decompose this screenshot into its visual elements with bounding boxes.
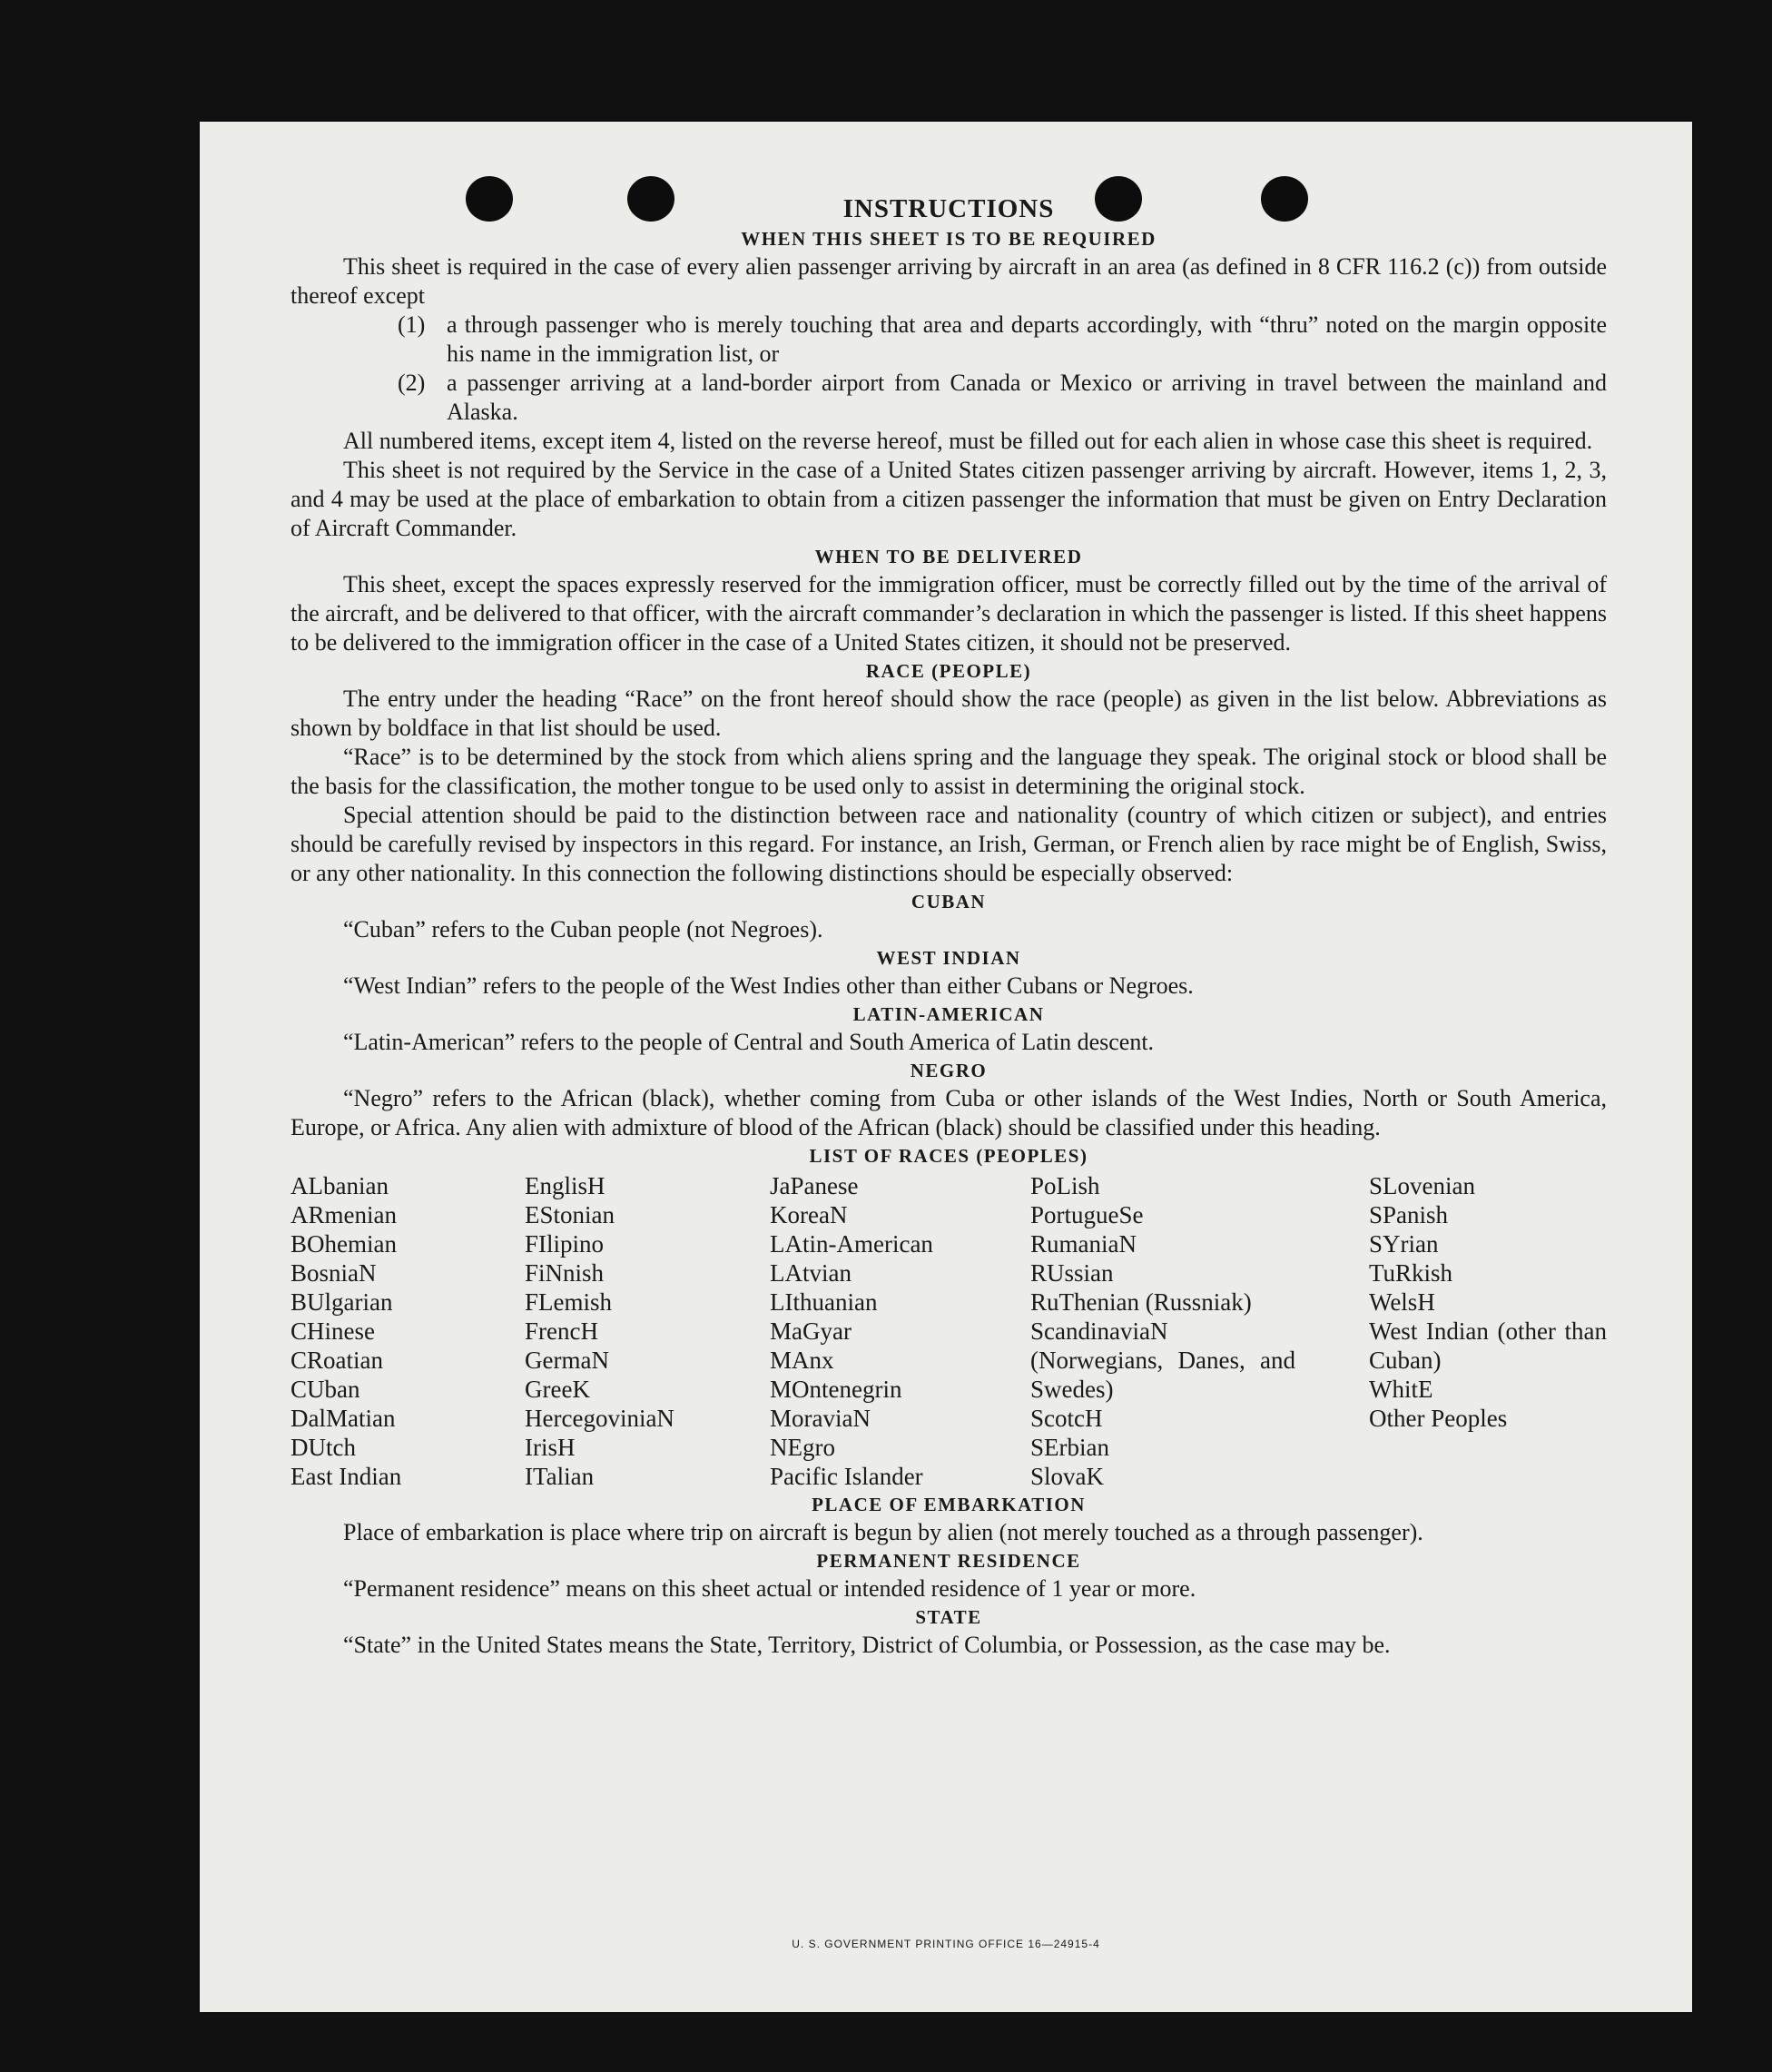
race-entry: ITalian [525, 1463, 595, 1490]
printer-imprint: U. S. GOVERNMENT PRINTING OFFICE 16—24915-4 [792, 1938, 1100, 1950]
race-entry: FrencH [525, 1317, 598, 1345]
race-entry: IrisH [525, 1434, 576, 1461]
race-entry: FIlipino [525, 1230, 605, 1258]
race-entry: PortugueSe [1030, 1201, 1144, 1228]
paragraph: “Race” is to be determined by the stock from which aliens spring and the language they speak. The original stock or blood shall be the basis for the classification, the mother tongue to be used only to assist in determining the original stock. [290, 744, 1607, 799]
heading-state: STATE [915, 1606, 982, 1628]
instructions-body [290, 194, 1607, 1660]
paragraph: This sheet is not required by the Service in the case of a United States citizen passenger arriving by aircraft. However, items 1, 2, 3, and 4 may be used at the place of embarkation to obtain from a citizen passenger the information that must be given on Entry Declaration of Aircraft Commander. [290, 457, 1607, 541]
race-entry: West Indian (other than Cuban) [1369, 1317, 1607, 1374]
heading-negro: NEGRO [910, 1060, 988, 1081]
race-entry: GermaN [525, 1347, 609, 1374]
item-text: a through passenger who is merely touching that area and departs accordingly, with “thru” noted on the margin opposite his name in the immigration list, or [447, 311, 1607, 367]
race-column [770, 1171, 933, 1491]
heading-race: RACE (PEOPLE) [865, 660, 1032, 682]
paragraph: This sheet is required in the case of every alien passenger arriving by aircraft in an area (as defined in 8 CFR 116.2 (c)) from outside thereof except [290, 253, 1607, 309]
page-title: INSTRUCTIONS [842, 194, 1055, 223]
instruction-sheet [200, 122, 1692, 2012]
race-entry: ScotcH [1030, 1405, 1103, 1432]
race-entry: RuThenian (Russniak) [1030, 1288, 1252, 1316]
race-entry: SYrian [1369, 1230, 1439, 1258]
paragraph: “Cuban” refers to the Cuban people (not Negroes). [343, 916, 823, 942]
race-entry: LIthuanian [770, 1288, 878, 1316]
race-entry: CHinese [290, 1317, 375, 1345]
race-entry: JaPanese [770, 1172, 859, 1199]
list-item [290, 369, 1607, 427]
race-entry: WhitE [1369, 1376, 1433, 1403]
race-entry: Other Peoples [1369, 1405, 1508, 1432]
heading-list-of-races: LIST OF RACES (PEOPLES) [809, 1145, 1088, 1167]
race-entry: PoLish [1030, 1172, 1100, 1199]
paragraph: Special attention should be paid to the distinction between race and nationality (country of which citizen or subject), and entries should be carefully revised by inspectors in this regard. For instance, an Irish, German, or French alien by race might be of English, Swiss, or any other nationality. In this connection the following distinctions should be especially observed: [290, 802, 1607, 886]
race-entry: MoraviaN [770, 1405, 871, 1432]
paragraph: “Permanent residence” means on this sheet actual or intended residence of 1 year or more. [343, 1575, 1196, 1602]
race-entry: WelsH [1369, 1288, 1435, 1316]
race-column [290, 1171, 401, 1491]
item-number: (1) [398, 311, 426, 338]
paragraph: Place of embarkation is place where trip on aircraft is begun by alien (not merely touched as a through passenger). [343, 1519, 1423, 1545]
race-entry: East Indian [290, 1463, 402, 1490]
race-entry: BOhemian [290, 1230, 397, 1258]
paragraph: “State” in the United States means the State, Territory, District of Columbia, or Possession, as the case may be. [343, 1632, 1391, 1658]
heading-cuban: CUBAN [911, 891, 987, 913]
race-entry: EStonian [525, 1201, 615, 1228]
heading-latin-american: LATIN-AMERICAN [852, 1003, 1045, 1025]
race-entry: MAnx [770, 1347, 834, 1374]
race-entry: DalMatian [290, 1405, 396, 1432]
heading-residence: PERMANENT RESIDENCE [816, 1550, 1081, 1572]
race-entry: LAtvian [770, 1259, 852, 1287]
heading-delivered: WHEN TO BE DELIVERED [814, 546, 1083, 567]
race-entry: SPanish [1369, 1201, 1449, 1228]
race-column [1030, 1171, 1295, 1491]
paragraph: “West Indian” refers to the people of the West Indies other than either Cubans or Negroes. [343, 972, 1194, 999]
race-entry: KoreaN [770, 1201, 848, 1228]
heading-embarkation: PLACE OF EMBARKATION [812, 1494, 1086, 1515]
race-entry: DUtch [290, 1434, 356, 1461]
paragraph: “Latin-American” refers to the people of Central and South America of Latin descent. [343, 1029, 1155, 1055]
race-entry: RUssian [1030, 1259, 1114, 1287]
race-entry: ALbanian [290, 1172, 389, 1199]
item-number: (2) [398, 370, 426, 396]
race-entry: MaGyar [770, 1317, 852, 1345]
race-entry: BUlgarian [290, 1288, 393, 1316]
heading-required: WHEN THIS SHEET IS TO BE REQUIRED [741, 228, 1157, 250]
race-column [525, 1171, 674, 1491]
race-entry: LAtin-American [770, 1230, 933, 1258]
race-list [290, 1171, 1607, 1491]
race-entry: FiNnish [525, 1259, 605, 1287]
race-column [1369, 1171, 1607, 1433]
race-entry: CRoatian [290, 1347, 383, 1374]
race-entry: ARmenian [290, 1201, 397, 1228]
paragraph: “Negro” refers to the African (black), whether coming from Cuba or other islands of the West Indies, North or South America, Europe, or Africa. Any alien with admixture of blood of the African (black) should be classified under this heading. [290, 1085, 1607, 1140]
item-text: a passenger arriving at a land-border airport from Canada or Mexico or arriving in travel between the mainland and Alaska. [447, 370, 1607, 425]
race-entry: TuRkish [1369, 1259, 1453, 1287]
race-entry: SLovenian [1369, 1172, 1475, 1199]
race-entry: BosniaN [290, 1259, 377, 1287]
race-entry: Pacific Islander [770, 1463, 923, 1490]
race-entry: MOntenegrin [770, 1376, 902, 1403]
race-entry: CUban [290, 1376, 360, 1403]
paragraph: This sheet, except the spaces expressly reserved for the immigration officer, must be correctly filled out by the time of the arrival of the aircraft, and be delivered to that officer, with the aircraft commander’s declaration in which the passenger is listed. If this sheet happens to be delivered to the immigration officer in the case of a United States citizen, it should not be preserved. [290, 571, 1607, 656]
race-entry: FLemish [525, 1288, 613, 1316]
paragraph: All numbered items, except item 4, listed on the reverse hereof, must be filled out for each alien in whose case this sheet is required. [343, 428, 1593, 454]
race-entry: SlovaK [1030, 1463, 1104, 1490]
race-entry: HercegoviniaN [525, 1405, 674, 1432]
paragraph: The entry under the heading “Race” on the front hereof should show the race (people) as given in the list below. Abbreviations as shown by boldface in that list should be used. [290, 686, 1607, 741]
race-entry: GreeK [525, 1376, 590, 1403]
heading-west-indian: WEST INDIAN [876, 947, 1021, 969]
race-entry: ScandinaviaN (Norwegians, Danes, and Swedes) [1030, 1317, 1295, 1403]
race-entry: NEgro [770, 1434, 835, 1461]
race-entry: EnglisH [525, 1172, 605, 1199]
race-entry: RumaniaN [1030, 1230, 1137, 1258]
list-item [290, 311, 1607, 369]
race-entry: SErbian [1030, 1434, 1109, 1461]
